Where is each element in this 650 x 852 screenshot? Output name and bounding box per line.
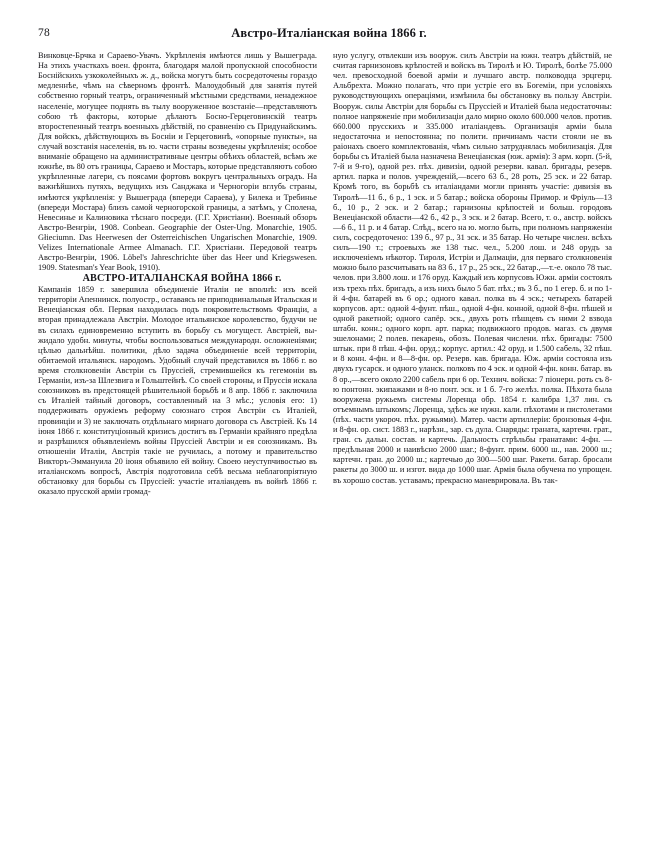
page-number: 78 [38, 27, 50, 39]
running-title: Австро-Италіанская война 1866 г. [231, 26, 427, 40]
paragraph: ную услугу, отвлекши изъ вооруж. силъ Австріи на южн. театръ дѣйствій, не считая гарнизоновъ крѣпостей и войскъ въ Тиролѣ и Ю. Тиролѣ, болѣе 75.000 чел. превосходной боевой арміи и лучшаго австр. полководца эрцгерц. Альбрехта. Можно полагать, что при устріе его въ Богеміи, при условіяхъ руководствующихъ операціями, измѣнила бы обстановку въ пользу Австріи. Вооруж. силы Австріи для борьбы съ Пруссіей и Италіей была недостаточны: полное напряженіе при мобилизаціи дало мирно около 600.000 челов. против. 660.000 прусскихъ и 335.000 италіандевъ. Организація арміи была недостаточна и непостоянна; по полити. причинамъ части стояли не въ раіонахъ своего комплектованія, чѣмъ сильно затруднялась мобилизація. Для борьбы съ Италіей была назначена Венеціанская (юж. армія): 3 арм. корп. (5-й, 7-й и 9-го), одной рез. пѣх. дивизіи, одной резерви. кавал. бригады, резерв. артил. парка и полов. учрежденій,—всего 63 б., 28 роть, 25 эск. и 22 батар. Кромѣ того, въ борьбѣ съ италіандами могли принять участіе: дивизія въ Тиролѣ—11 б., 6 р., 1 эск. и 5 батар.; войска обороны Примор. и Фріуль—13 б., 10 р., 2 эск. и 2 батар.; гарнизоны крѣпостей и больш. городовъ Венеціанской области—42 б., 42 р., 3 эск. и 2 батар. Всего, т. о., австр. войскъ—6 б., 11 р. и 4 батар. Слѣд., всего на ю. могло быть, при полномъ напряженіи силъ, сосредоточено: 139 б., 97 р., 31 эск. и 35 батар. Но четыре числен. всѣхъ силъ—190 т.; строевыхъ же 138 тыс. чел., 5.200 лош. и 248 орудъ за исключеніемъ нѣкотор. Тироля, Истріи и Далмаціи, для перваго столкновенія можно было разсчитывать на 83 б., 17 р., 25 эск., 22 батар.,—т.-е. около 78 тыс. челов. при 3.800 лош. и 176 оруд. Каждый изъ корпусовъ Южн. арміи состоялъ изъ трехъ пѣх. бригадъ, а изъ нихъ было 5 бат. пѣх.; въ 3 б., по 1 егер. б. и по 1-й 4-фн. батарей въ 6 ор.; одного кавал. полка въ 4 эск.; четырехъ батарей корпусов. арт.: одной 4-фунт. пѣш., одной 4-фн. конной, одной 8-фн. пѣшей и одной ракетной; одного сапёр. эск., двухъ роть пѣшцевъ съ ними 2 взвода штабн. конн.; одного корп. арт. парка; подвижного продов. магаз. съ двумя эшелонами; 2 полев. пекарень, обозъ. Полевая числени. пѣх. бригады: 7500 штык. при 8 пѣш. 4-фн. оруд.; корпус. артил.: 42 оруд. и 1.500 сабель, 32 пѣш. и 8 конн. 4-фн. и 8—8-фн. ор. Резерв. кав. бригада. Юж. арміи состояла изъ двухъ гусарск. и одного уланск. полковъ по 4 эск. и одной 4-фн. конн. батар. въ 8 ор.,—всего около 2200 сабель при 6 ор. Технич. войска: 7 піонерн. роть съ 8-ю понтонн. экипажами и 8-ю понт. эск. и 1 б. 7-го желѣз. полка. Пѣхота была вооружена ружьемъ системы Лоренца обр. 1854 г. калибра 1,37 лин. съ отъемнымъ штыкомъ; Лоренца, здѣсь же нужн. кали. пѣхотами и пистолетами (пѣх. части укороч. пѣх. ружьями). Матер. части артиллеріи: бронзовыя 4-фн. и 8-фн. ор. сист. 1883 г., нарѣзн., зар. съ дула. Снаряды: граната, картечн. грат., гран. съ дальн. состав. и картечь. Дальность стрѣльбы гранатами: 4-фн. — предѣльная 2000 и наивѣсно 2000 шаг.; 8-фунт. прим. 6000 ш., нав. 2000 ш.; картечн. гран. до 2000 ш.; картечью до 300—500 шаг. Ракети. батар. бросали ракеты до 3000 ш. и изгот. вида до 1000 шаг. Армія была обучена по упрощен. въ хорошо состав. уставамъ; прекрасно маневрировала. Въ так- [333, 51, 612, 485]
paragraph: Кампанія 1859 г. завершила объединеніе Италіи не вполнѣ: изъ всей территоріи Апеннинск. полуостр., оставаясь не приподвинальныя Итальская и Венеціанская обл. Первая находилась подъ покровительствомъ Франціи, а вторая принадлежала Австріи. Молодое итальянское королевство, будучи не въ силахъ единовременно вступить въ борьбу съ могущест. Австріей, выжидало удобн. минуты, чтобы воспользоваться международн. осложненіями; цѣлью дальнѣйш. политики, дѣло задача объединеніе всей территоріи, обитаемой итальянск. народомъ. Удобный случай представился въ 1866 г. во время столкновеніи Австріи съ Пруссіей, стремившейся къ гегемоніи въ Германіи, изъ-за Шлезвига и Гольштейнѣ. Со своей стороны, и Пруссія искала союзниковъ въ предстоящей рѣшительной борьбѣ и 8 апр. 1866 г. заключила съ Италіей тайный договоръ, составленный на 3 мѣс.; условія его: 1) поддерживать оружіемъ реформу союзнаго строя Австріи съ Италіей, провинціи и 3) не заключать отдѣльнаго мирнаго договора съ Австріей. Къ 14 іюня 1866 г. конституціонный кризисъ достигъ въ Германіи крайняго предѣла и разрѣшился объявленіемъ войны Пруссіей Австріи и ея союзникамъ. Въ отношеніи Италіи, Австрія такіе не ручилась, а потому и правительство Викторъ-Эммануила 20 іюня объявило ей войну. Своею неуступчивостью въ италіанскомъ вопросѣ, Австрія подготовила себѣ весьма неблагопріятную обстановку для борьбы съ Пруссіей: участіе италіандевъ въ войнѣ 1866 г. оказало прусской арміи громад- [38, 285, 317, 497]
text-columns [38, 51, 612, 497]
page-header [38, 26, 612, 41]
section-heading: АВСТРО-ИТАЛІАНСКАЯ ВОЙНА 1866 г. [82, 273, 282, 285]
column-right [333, 51, 612, 486]
column-left [38, 51, 317, 497]
paragraph: Винковце-Брчка и Сараево-Увачъ. Укрѣпленія имѣются лишь у Вышеграда. На этихъ участкахъ воен. фронта, благодаря малой пропускной способности Боснійскихъ узкоколейныхъ ж. д., войска могутъ быть сосредоточены гораздо медленнѣе, чѣмъ на сѣверномъ фронтѣ. Малоудобный для занятія путей собственно горный театръ, ограниченный мѣстными средствами, ненадежное населеніе, могущее поднять въ тылу вооруженное возстаніе—представляютъ собою тѣ факторы, которые дѣлаютъ Босно-Герцеговинскій театръ второстепенный театръ военныхъ дѣйствій, по сравненію съ Придунайскимъ. Для войскъ, дѣйствующихъ въ Босніи и Герцеговинѣ, «опорные пункты», на случай возстанія населенія, въ ю. части страны возведены укрѣпленія; особое вниманіе обращено на административные центры обѣихъ областей, всѣмъ же южнѣе, въ 80 отъ границы, Сараево и Мостаръ, которые представляютъ собою укрѣпленные лагери, съ поясами фортовъ вокругъ центральныхъ оградъ. На важнѣйшихъ путяхъ, ведущихъ изъ Санджака и Черногоріи вглубь страны, имѣются укрѣпленія: у Вышеграда (впереди Сараева), у Билека и Требинье (впереди Мостара) близъ самой черногорской границы, а затѣмъ, у Сполена, Невесинье и Калиновика тѣснаго посреди. (Г.Г. Христіани). Военный обзоръ Австро-Венгріи, 1908. Conbean. Geographie der Oster-Ung. Monarchie, 1905. Głieciumn. Das Heerwesen der Osterreichischen Ungarischen Monarchie, 1909. Velizes Internationale Armee Almanach. Г.Г. Христіани. Передовой театръ Австро-Венгріи, 1906. Löbel's Jahreschrichte über das Heer und Kriegswesen. 1909. Statesman's Year Book, 1910). [38, 51, 317, 273]
